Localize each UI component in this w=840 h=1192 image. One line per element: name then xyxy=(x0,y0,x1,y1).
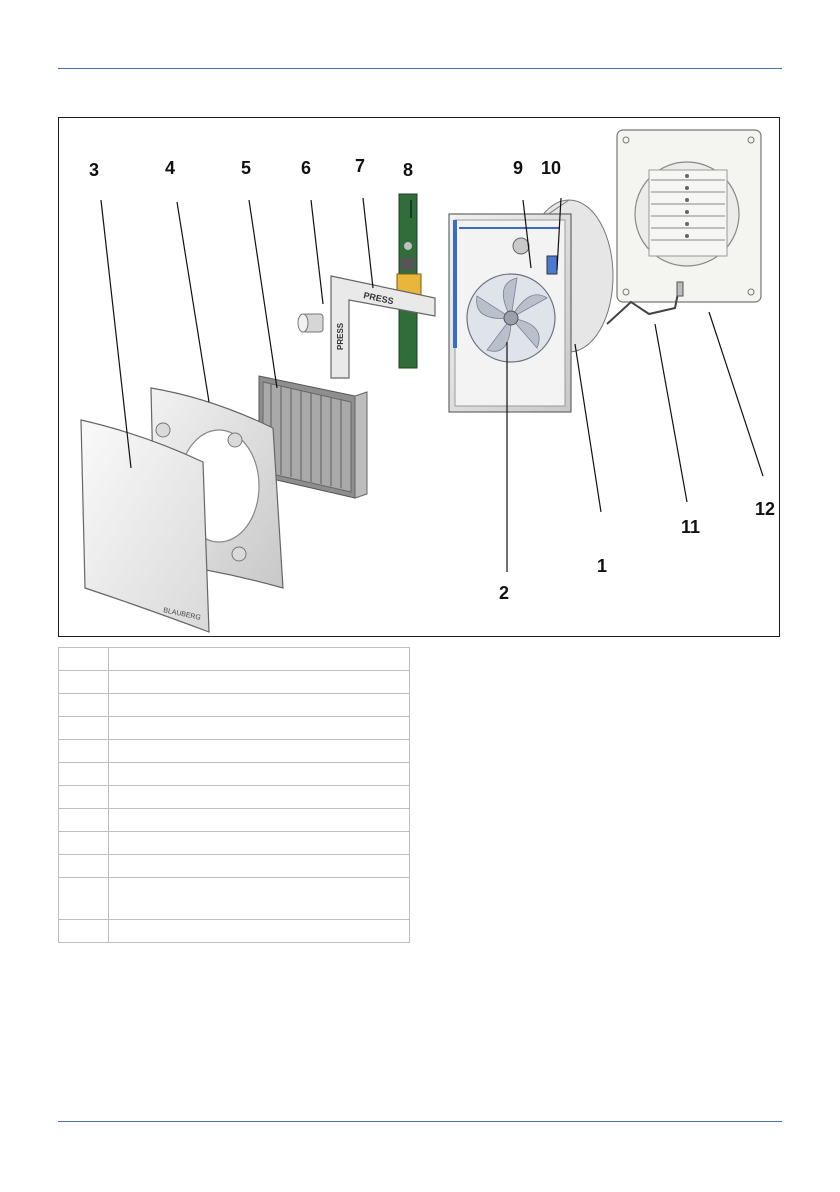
external-grille xyxy=(617,130,761,302)
part-number xyxy=(59,717,109,740)
part-number xyxy=(59,809,109,832)
part-description xyxy=(109,648,410,671)
table-row xyxy=(59,763,410,786)
part-description xyxy=(109,671,410,694)
callout-11: 11 xyxy=(681,517,701,537)
part-description xyxy=(109,832,410,855)
callout-6: 6 xyxy=(301,158,312,178)
callout-12: 12 xyxy=(755,499,776,519)
part-description xyxy=(109,878,410,920)
part-description xyxy=(109,786,410,809)
press-label-horizontal: PRESS xyxy=(362,290,395,307)
callout-5: 5 xyxy=(241,158,252,178)
table-row xyxy=(59,786,410,809)
adjustment-knob xyxy=(298,314,323,332)
part-number xyxy=(59,694,109,717)
part-description xyxy=(109,855,410,878)
part-description xyxy=(109,809,410,832)
callout-10: 10 xyxy=(541,158,562,178)
footer-rule xyxy=(58,1121,782,1122)
part-description xyxy=(109,694,410,717)
impeller xyxy=(467,274,555,362)
exploded-view-figure xyxy=(58,117,780,637)
table-row xyxy=(59,694,410,717)
part-description xyxy=(109,920,410,943)
table-row xyxy=(59,717,410,740)
part-description xyxy=(109,740,410,763)
part-number xyxy=(59,671,109,694)
callout-4: 4 xyxy=(165,158,176,178)
part-description xyxy=(109,763,410,786)
callout-3: 3 xyxy=(89,160,100,180)
part-number xyxy=(59,763,109,786)
part-description xyxy=(109,717,410,740)
table-row xyxy=(59,671,410,694)
cover-brand-text: BLAUBERG xyxy=(162,607,202,622)
exploded-view-drawing xyxy=(59,118,780,637)
callout-8: 8 xyxy=(403,160,414,180)
part-number xyxy=(59,740,109,763)
part-number xyxy=(59,878,109,920)
control-board xyxy=(397,194,421,368)
parts-table xyxy=(58,647,410,943)
table-row xyxy=(59,648,410,671)
table-row xyxy=(59,878,410,920)
table-row xyxy=(59,832,410,855)
part-number xyxy=(59,920,109,943)
callout-1: 1 xyxy=(597,556,608,576)
table-row xyxy=(59,740,410,763)
callout-7: 7 xyxy=(355,156,366,176)
table-row xyxy=(59,855,410,878)
press-label-vertical: PRESS xyxy=(336,322,345,350)
part-number xyxy=(59,648,109,671)
part-number xyxy=(59,855,109,878)
table-row xyxy=(59,920,410,943)
table-row xyxy=(59,809,410,832)
callout-9: 9 xyxy=(513,158,524,178)
part-number xyxy=(59,786,109,809)
part-number xyxy=(59,832,109,855)
header-rule xyxy=(58,68,782,69)
callout-2: 2 xyxy=(499,583,510,603)
